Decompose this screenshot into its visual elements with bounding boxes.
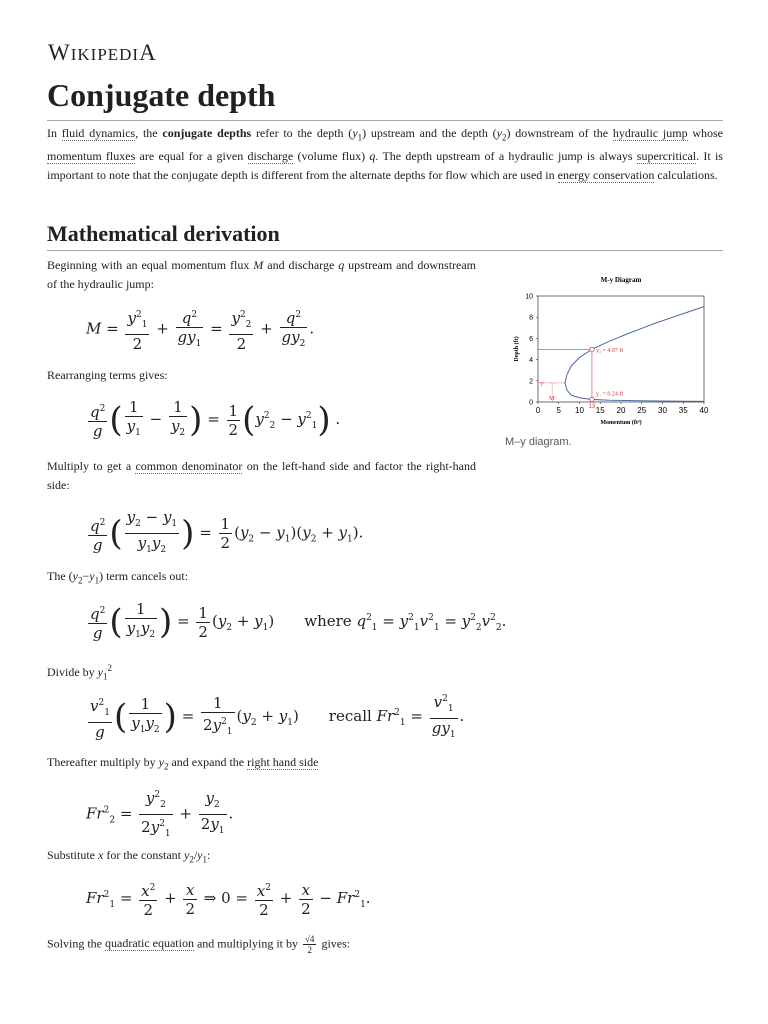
- section-heading: Mathematical derivation: [47, 220, 723, 251]
- yc-annotation: yᶜ: [540, 380, 545, 387]
- page-title: Conjugate depth: [47, 74, 723, 121]
- chart-title: M-y Diagram: [600, 276, 642, 284]
- x-tick-label: 25: [637, 406, 647, 415]
- my-diagram-figure[interactable]: [504, 266, 724, 439]
- link-discharge[interactable]: discharge: [247, 149, 294, 164]
- link-supercritical[interactable]: supercritical: [636, 149, 697, 164]
- y1-annotation: y₁ = 0.24 ft: [595, 391, 624, 398]
- paragraph-expand: Thereafter multiply by $y_2$ and expand the right hand side: [47, 755, 319, 772]
- x-tick-label: 10: [575, 406, 584, 415]
- x-tick-label: 15: [595, 406, 605, 415]
- m1-annotation: 13: [588, 404, 596, 410]
- x-tick-label: 30: [658, 406, 667, 415]
- paragraph-cancel: The $(y_2-y_1)$ term cancels out:: [47, 569, 189, 586]
- equation-rearranged: $\frac{q^2}{g}$ ( $\frac{1}{y_1}$ − $\frac{1}{y_2}$ ) = $\frac{1}{2}$ $(y^2_2 - y^2_1)$ .: [90, 398, 341, 440]
- x-tick-label: 20: [616, 406, 626, 415]
- x-tick-label: 35: [678, 406, 688, 415]
- y-tick-label: 8: [529, 314, 533, 322]
- x-axis-label: Momentum (ft³): [600, 420, 642, 426]
- paragraph-rearrange: Rearranging terms gives:: [47, 368, 168, 382]
- link-momentum-fluxes[interactable]: momentum fluxes: [47, 149, 136, 164]
- y2-marker: [590, 347, 594, 351]
- intro-paragraph: In fluid dynamics, the conjugate depths refer to the depth $(y_1)$ upstream and the depth $(y_2)$ downstream of the hydraulic jump whose momentum fluxes are equal for a given discharge (volume flux) q. The depth upstream of a hydraulic jump is always supercritical. It is important to note that the conjugate depth is different from the alternate depths for flow which are used in energy conservation calculations.: [47, 126, 724, 183]
- y-tick-label: 6: [529, 335, 533, 343]
- y-tick-label: 2: [529, 378, 533, 386]
- equation-quadratic: $Fr^2_1$ = $\frac{x^2}{2}$ + $\frac{x}{2}$ ⇒ 0 = $\frac{x^2}{2}$ + $\frac{x}{2}$ − $Fr^2_1$.: [86, 880, 371, 919]
- x-tick-label: 0: [535, 406, 541, 415]
- my-diagram-chart: [504, 266, 724, 434]
- equation-cancelled: $\frac{q^2}{g}$ ( $\frac{1}{y_1y_2}$ ) = $\frac{1}{2}$ $(y_2 + y_1)$ where $q^2_1 = y^2_1v^2_1 = y^2_2v^2_2$.: [90, 600, 507, 642]
- paragraph-substitute: Substitute x for the constant $y_2/y_1$:: [47, 848, 211, 865]
- figure-caption: M–y diagram.: [505, 436, 572, 448]
- y-axis-label: Depth (ft): [514, 336, 520, 362]
- equation-common-denominator: $\frac{q^2}{g}$ ( $\frac{y_2 - y_1}{y_1y_2}$ ) = $\frac{1}{2}$ $(y_2 - y_1)(y_2 + y_1)$.: [90, 508, 364, 555]
- equation-momentum: M = $\frac{y^2_1}{2}$ + $\frac{q^2}{gy_1}$ = $\frac{y^2_2}{2}$ + $\frac{q^2}{gy_2}$ .: [86, 306, 314, 353]
- series-line: [565, 307, 704, 402]
- wikipedia-wordmark[interactable]: WIKIPEDIA: [48, 40, 157, 65]
- equation-froude-recall: $\frac{v^2_1}{g}$ ( $\frac{1}{y_1y_2}$ ) = $\frac{1}{2y^2_1}$ $(y_2 + y_1)$ recall $Fr^2_1$ = $\frac{v^2_1}{gy_1}$ .: [86, 690, 464, 744]
- paragraph-momentum: Beginning with an equal momentum flux M and discharge q upstream and downstream of the hydraulic jump:: [47, 258, 477, 291]
- link-energy-conservation[interactable]: energy conservation: [557, 168, 655, 183]
- y1-marker: [590, 397, 594, 401]
- x-tick-label: 40: [699, 406, 709, 415]
- y-tick-label: 4: [529, 357, 533, 365]
- paragraph-divide: Divide by $y_1^2$: [47, 663, 112, 682]
- paragraph-solving: Solving the quadratic equation and multiplying it by $\frac{√4}{2}$ gives:: [47, 934, 351, 955]
- link-hydraulic-jump[interactable]: hydraulic jump: [612, 126, 688, 140]
- link-fluid-dynamics[interactable]: fluid dynamics: [61, 126, 136, 140]
- link-right-hand-side[interactable]: right hand side: [247, 755, 319, 769]
- link-quadratic-equation[interactable]: quadratic equation: [105, 936, 194, 951]
- equation-fr2: $Fr^2_2$ = $\frac{y^2_2}{2y^2_1}$ + $\frac{y_2}{2y_1}$ .: [86, 786, 233, 843]
- link-common-denominator[interactable]: common denominator: [135, 459, 243, 473]
- y-tick-label: 10: [525, 293, 533, 301]
- y-tick-label: 0: [529, 399, 533, 407]
- mc-annotation: Mᶜ: [549, 396, 556, 402]
- y2-annotation: y₂ = 4.97 ft: [595, 347, 624, 354]
- paragraph-multiply: Multiply to get a common denominator on the left-hand side and factor the right-hand side:: [47, 459, 476, 492]
- x-tick-label: 5: [556, 406, 561, 415]
